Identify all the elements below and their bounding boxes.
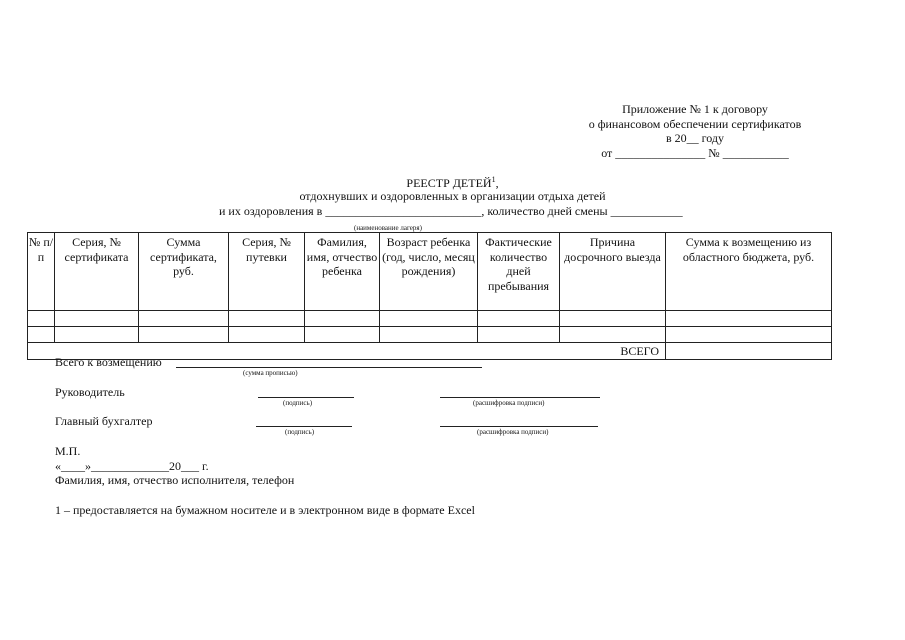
head-signature-line	[258, 397, 354, 398]
camp-caption: (наименование лагеря)	[354, 224, 422, 232]
head-decode-line	[440, 397, 600, 398]
register-title	[0, 173, 905, 190]
col-number: № п/п	[28, 233, 55, 311]
head-signature-caption: (подпись)	[283, 399, 313, 407]
col-days: Фактические количество дней пребывания	[478, 233, 560, 311]
total-label: ВСЕГО	[28, 343, 666, 360]
appendix-line-3: в 20__ году	[665, 131, 725, 145]
date-line: «____»_____________20___ г.	[55, 459, 209, 473]
register-subtitle: отдохнувших и оздоровленных в организации отдыха детей	[299, 189, 606, 203]
col-cert-sum: Сумма сертификата, руб.	[139, 233, 229, 311]
accountant-decode-line	[440, 426, 598, 427]
col-cert-series: Серия, № сертификата	[55, 233, 139, 311]
appendix-header	[560, 102, 830, 160]
col-reimbursement: Сумма к возмещению из областного бюджета, руб.	[666, 233, 832, 311]
table-row	[28, 327, 832, 343]
appendix-line-4: от _______________ № ___________	[601, 145, 789, 160]
col-child-name: Фамилия, имя, отчество ребенка	[305, 233, 380, 311]
footnote: 1 – предоставляется на бумажном носителе и в электронном виде в формате Excel	[55, 503, 475, 517]
total-amount-line	[176, 367, 482, 368]
total-value	[666, 343, 832, 360]
table-header-row	[28, 233, 832, 311]
col-reason: Причина досрочного выезда	[560, 233, 666, 311]
appendix-line-1: Приложение № 1 к договору	[622, 102, 768, 116]
register-table	[27, 232, 832, 360]
col-voucher-series: Серия, № путевки	[229, 233, 305, 311]
appendix-line-2: о финансовом обеспечении сертификатов	[588, 116, 802, 131]
head-decode-caption: (расшифровка подписи)	[473, 399, 545, 407]
table-row	[28, 311, 832, 327]
executor-line: Фамилия, имя, отчество исполнителя, телефон	[55, 473, 295, 487]
stamp-label: М.П.	[55, 444, 81, 458]
camp-line: и их оздоровления в __________________________, количество дней смены ____________	[219, 204, 683, 218]
total-reimbursement-label: Всего к возмещению	[55, 355, 162, 369]
footnote-mark: 1	[491, 175, 496, 184]
accountant-label: Главный бухгалтер	[55, 414, 153, 428]
register-title-comma: ,	[495, 176, 499, 190]
accountant-signature-caption: (подпись)	[285, 428, 315, 436]
accountant-decode-caption: (расшифровка подписи)	[477, 428, 549, 436]
col-child-age: Возраст ребенка (год, число, месяц рождения)	[380, 233, 478, 311]
total-amount-caption: (сумма прописью)	[243, 369, 298, 377]
register-title-main: РЕЕСТР ДЕТЕЙ	[406, 176, 492, 190]
head-label: Руководитель	[55, 385, 125, 399]
accountant-signature-line	[256, 426, 352, 427]
